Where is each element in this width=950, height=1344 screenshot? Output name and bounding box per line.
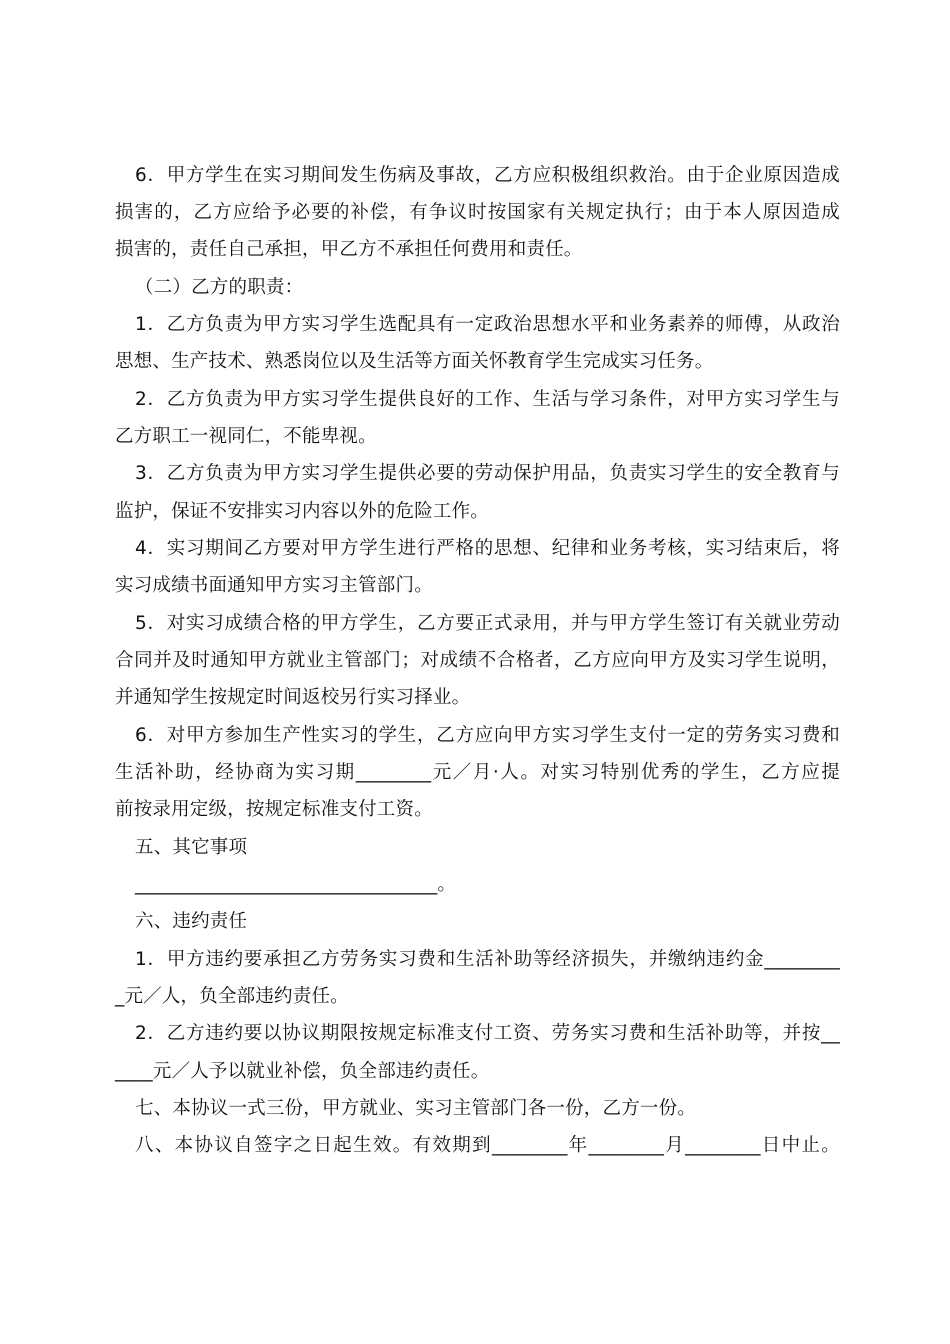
clause-a6-line-2: 损害的，乙方应给予必要的补偿，有争议时按国家有关规定执行；由于本人原因造成 [115,202,840,223]
clause-62-line-1: 2．乙方违约要以协议期限按规定标准支付工资、劳务实习费和生活补助等，并按__ [135,1023,840,1044]
clause-b5-line-3: 并通知学生按规定时间返校另行实习择业。 [115,687,471,708]
clause-b1-line-1: 1．乙方负责为甲方实习学生选配具有一定政治思想水平和业务素养的师傅，从政治 [135,314,840,335]
section-8: 八、本协议自签字之日起生效。有效期到________年________月________日中止。 [135,1135,840,1156]
clause-a6-line-3: 损害的，责任自己承担，甲乙方不承担任何费用和责任。 [115,239,583,260]
clause-b4-line-2: 实习成绩书面通知甲方实习主管部门。 [115,575,433,596]
clause-61-line-2: _元／人，负全部违约责任。 [115,986,349,1007]
clause-b3-line-1: 3．乙方负责为甲方实习学生提供必要的劳动保护用品，负责实习学生的安全教育与 [135,463,840,484]
section-heading-6: 六、违约责任 [135,911,248,932]
clause-b6-line-2: 生活补助，经协商为实习期________元／月·人。对实习特别优秀的学生，乙方应提 [115,762,840,783]
clause-62-line-2: ____元／人予以就业补偿，负全部违约责任。 [115,1061,490,1082]
clause-a6-line-1: 6．甲方学生在实习期间发生伤病及事故，乙方应积极组织救治。由于企业原因造成 [135,165,840,186]
section-heading-5: 五、其它事项 [135,837,248,858]
other-matters-blank: ________________________________。 [135,874,457,895]
section-7: 七、本协议一式三份，甲方就业、实习主管部门各一份，乙方一份。 [135,1098,697,1119]
clause-b2-line-2: 乙方职工一视同仁，不能卑视。 [115,426,377,447]
clause-b5-line-2: 合同并及时通知甲方就业主管部门；对成绩不合格者，乙方应向甲方及实习学生说明， [115,650,840,671]
clause-b6-line-3: 前按录用定级，按规定标准支付工资。 [115,799,433,820]
clause-b1-line-2: 思想、生产技术、熟悉岗位以及生活等方面关怀教育学生完成实习任务。 [115,351,714,372]
clause-61-line-1: 1．甲方违约要承担乙方劳务实习费和生活补助等经济损失，并缴纳违约金________ [135,949,840,970]
clause-b4-line-1: 4．实习期间乙方要对甲方学生进行严格的思想、纪律和业务考核，实习结束后，将 [135,538,840,559]
clause-b2-line-1: 2．乙方负责为甲方实习学生提供良好的工作、生活与学习条件，对甲方实习学生与 [135,389,840,410]
clause-b3-line-2: 监护，保证不安排实习内容以外的危险工作。 [115,501,490,522]
clause-b5-line-1: 5．对实习成绩合格的甲方学生，乙方要正式录用，并与甲方学生签订有关就业劳动 [135,613,840,634]
clause-b6-line-1: 6．对甲方参加生产性实习的学生，乙方应向甲方实习学生支付一定的劳务实习费和 [135,725,840,746]
section-heading-b: （二）乙方的职责： [135,277,304,298]
